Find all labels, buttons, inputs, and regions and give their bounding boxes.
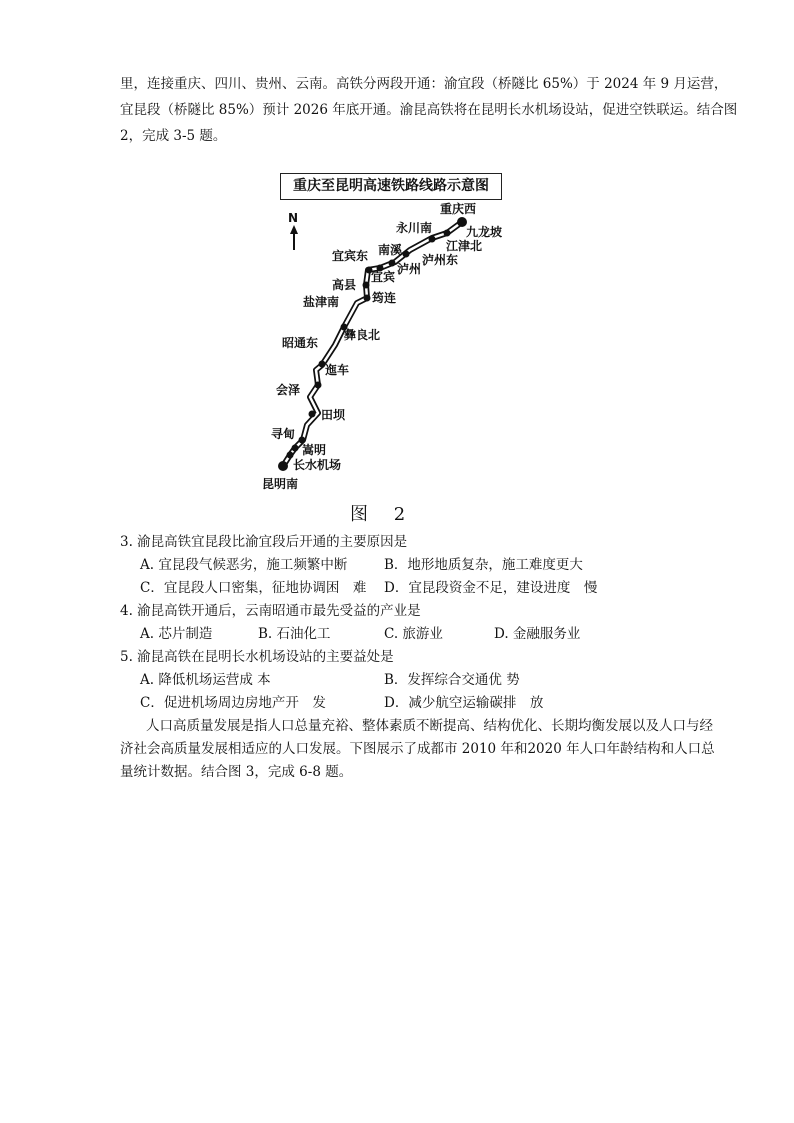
station-label: 寻甸: [271, 427, 296, 441]
station-label: 彝良北: [344, 328, 381, 342]
intro-line-3: 2，完成 3-5 题。: [120, 128, 227, 144]
station-label: 嵩明: [302, 443, 327, 457]
station-label: 江津北: [446, 239, 483, 253]
question-4-stem: 4. 渝昆高铁开通后，云南昭通市最先受益的产业是: [120, 603, 421, 619]
station-label: 昭通东: [282, 336, 319, 350]
question-5-option-d: D．减少航空运输碳排 放: [384, 695, 544, 711]
station-label: 迤车: [325, 363, 350, 377]
figure-caption: 图 2: [350, 504, 416, 525]
question-3-option-d: D．宜昆段资金不足，建设进度 慢: [384, 580, 598, 596]
question-5-stem: 5. 渝昆高铁在昆明长水机场设站的主要益处是: [120, 649, 394, 665]
station-label: 筠连: [372, 291, 397, 305]
question-4-option-c: C. 旅游业: [384, 626, 443, 642]
station-label: 长水机场: [293, 458, 342, 472]
station-dot-junlian: [364, 295, 371, 302]
station-dot-jiulongpo: [444, 230, 451, 237]
station-label: 重庆西: [440, 202, 477, 216]
station-label: 高县: [332, 278, 357, 292]
question-3-option-a: A. 宜昆段气候恶劣，施工频繁中断: [140, 557, 348, 573]
station-label: 泸州东: [422, 253, 459, 267]
map-title: 重庆至昆明高速铁路线路示意图: [280, 173, 502, 200]
question-3-option-b: B．地形地质复杂，施工难度更大: [384, 557, 583, 573]
station-dot-luzhou: [389, 260, 396, 267]
station-dot-jiangjinbei: [429, 236, 436, 243]
question-5-option-c: C．促进机场周边房地产开 发: [140, 695, 326, 711]
north-arrow-head-icon: [290, 225, 298, 234]
question-3-stem: 3. 渝昆高铁宜昆段比渝宜段后开通的主要原因是: [120, 534, 408, 550]
question-5-option-b: B．发挥综合交通优 势: [384, 672, 520, 688]
station-label: 田坝: [321, 408, 346, 422]
question-5-option-a: A. 降低机场运营成 本: [140, 672, 271, 688]
station-label: 宜宾: [371, 270, 396, 284]
railway-map: [0, 0, 794, 520]
station-label: 会泽: [276, 383, 301, 397]
intro-line-1: 里，连接重庆、四川、贵州、云南。高铁分两段开通：渝宜段（桥隧比 65%）于 2024 年 9 月运营，: [120, 76, 728, 92]
question-4-option-a: A. 芯片制造: [140, 626, 213, 642]
station-dot-songming: [292, 445, 299, 452]
station-label: 南溪: [378, 243, 403, 257]
outro-line-3: 量统计数据。结合图 3，完成 6-8 题。: [120, 764, 353, 780]
station-label: 九龙坡: [466, 225, 503, 239]
intro-line-2: 宜昆段（桥隧比 85%）预计 2026 年底开通。渝昆高铁将在昆明长水机场设站，促进空铁联运。结合图: [120, 102, 738, 118]
station-label: 泸州: [397, 262, 422, 276]
station-dot-kunmingnan: [278, 461, 288, 471]
outro-line-1: 人口高质量发展是指人口总量充裕、整体素质不断提高、结构优化、长期均衡发展以及人口与经: [146, 718, 713, 734]
station-label: 昆明南: [262, 477, 299, 491]
station-label: 宜宾东: [332, 249, 369, 263]
station-dot-gaoxian: [363, 282, 370, 289]
station-dot-huize: [315, 382, 322, 389]
question-4-option-b: B. 石油化工: [258, 626, 331, 642]
station-dot-tianba: [309, 411, 316, 418]
north-label: N: [288, 211, 299, 225]
station-dot-luzhoudong: [403, 251, 410, 258]
station-label: 永川南: [396, 221, 433, 235]
question-4-option-d: D. 金融服务业: [494, 626, 581, 642]
question-3-option-c: C．宜昆段人口密集，征地协调困 难: [140, 580, 367, 596]
station-label: 盐津南: [303, 295, 340, 309]
railway-map-figure: [0, 0, 794, 525]
outro-line-2: 济社会高质量发展相适应的人口发展。下图展示了成都市 2010 年和2020 年人口年龄结构和人口总: [120, 741, 715, 757]
